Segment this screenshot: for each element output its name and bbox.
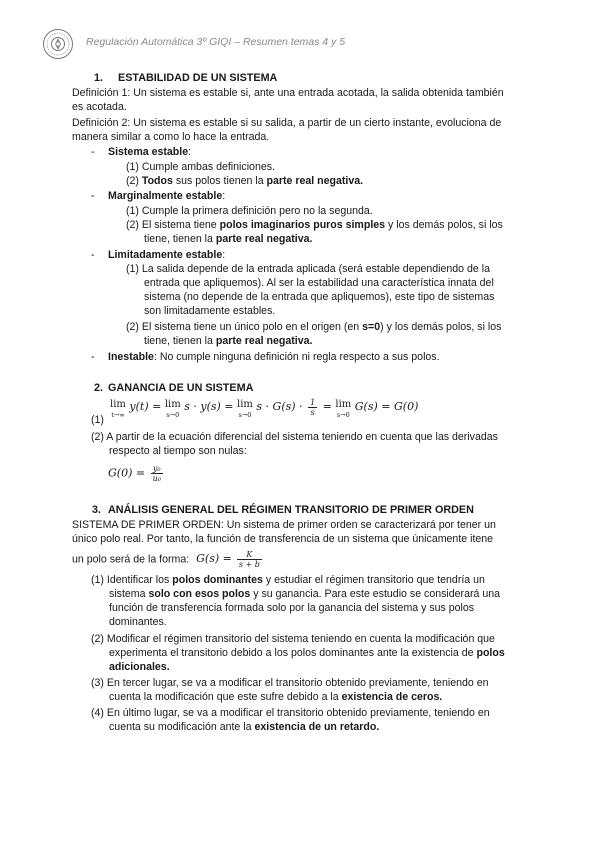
first-order-line-3: un polo será de la forma: G(s) = $\frac{K}{s + b}$ — [72, 550, 260, 569]
definition-1-line-2: es acotada. — [72, 101, 127, 113]
section-2-number: 2. — [94, 382, 104, 394]
definition-2-line-2: manera similar a como lo hace la entrada. — [72, 131, 270, 143]
limitado-item-1-cont: son limitadamente estables. — [144, 305, 276, 317]
bullet-dash: - — [91, 351, 95, 363]
section-3-title: ANÁLISIS GENERAL DEL RÉGIMEN TRANSITORIO DE PRIMER ORDEN — [108, 504, 474, 516]
analysis-step-4-cont: cuenta su modificación ante la existencia de un retardo. — [109, 721, 380, 733]
gain-g0-equation: G(0) = $\frac{\text{y₀}}{\text{u₀}}$ — [108, 464, 161, 483]
section-1-number: 1. — [94, 72, 104, 84]
bullet-dash: - — [91, 146, 95, 158]
first-order-line-2: único polo real. Por tanto, la función de transferencia de un sistema que únicamente itene — [72, 533, 494, 545]
analysis-step-3-cont: cuenta la modificación que este sufre debido a la existencia de ceros. — [109, 691, 443, 703]
marginal-heading: Marginalmente estable: — [108, 190, 226, 202]
analysis-step-1-cont: función de transferencia formada solo por la ganancia del sistema y sus polos — [109, 602, 475, 614]
marginal-item-1: (1) Cumple la primera definición pero no la segunda. — [126, 205, 373, 217]
definition-1-line-1: Definición 1: Un sistema es estable si, ante una entrada acotada, la salida obtenida también — [72, 87, 504, 99]
limitado-item-1-cont: entrada que apliquemos). Al ser la estabilidad una característica innata del — [144, 277, 494, 289]
header-title: Regulación Automática 3º GIQI – Resumen temas 4 y 5 — [86, 36, 346, 48]
limitado-item-2: (2) El sistema tiene un único polo en el origen (en s=0) y los demás polos, si los — [126, 321, 502, 333]
analysis-step-2: (2) Modificar el régimen transitorio del sistema teniendo en cuenta la modificación que — [91, 633, 495, 645]
limitado-item-2-cont: tiene, tienen la parte real negativa. — [144, 335, 313, 347]
estable-item-1: (1) Cumple ambas definiciones. — [126, 161, 275, 173]
bullet-dash: - — [91, 249, 95, 261]
first-order-line-1: SISTEMA DE PRIMER ORDEN: Un sistema de primer orden se caracterizará por tener un — [72, 519, 496, 531]
limitado-item-1-cont: sistema (no depende de la entrada que apliquemos), este tipo de sistemas — [144, 291, 495, 303]
gain-item-1-number: (1) — [91, 414, 104, 426]
gain-item-2-line-1: (2) A partir de la ecuación diferencial del sistema teniendo en cuenta que las derivadas — [91, 431, 498, 443]
limitado-heading: Limitadamente estable: — [108, 249, 226, 261]
estable-item-2: (2) Todos sus polos tienen la parte real negativa. — [126, 175, 364, 187]
university-seal-logo — [42, 28, 74, 60]
analysis-step-2-cont: experimenta el transitorio debido a los polos dominantes ante la existencia de polos — [109, 647, 505, 659]
section-2-title: GANANCIA DE UN SISTEMA — [108, 382, 254, 394]
gain-limit-equation: lim t→∞ y(t) = lim s→0 s · y(s) = lim s→0 s · G(s) · $\frac{1}{s}$ = lim s→0 G(s) = G(0) — [110, 398, 419, 419]
section-3-number: 3. — [92, 504, 102, 516]
inestable-item: Inestable: No cumple ninguna definición ni regla respecto a sus polos. — [108, 351, 440, 363]
analysis-step-1: (1) Identificar los polos dominantes y estudiar el régimen transitorio que tendría un — [91, 574, 485, 586]
section-1-title: ESTABILIDAD DE UN SISTEMA — [118, 72, 278, 84]
limitado-item-1: (1) La salida depende de la entrada aplicada (será estable dependiendo de la — [126, 263, 490, 275]
analysis-step-1-cont: dominantes. — [109, 616, 167, 628]
analysis-step-4: (4) En último lugar, se va a modificar el transitorio obtenido previamente, teniendo en — [91, 707, 490, 719]
analysis-step-3: (3) En tercer lugar, se va a modificar el transitorio obtenido previamente, teniendo en — [91, 677, 489, 689]
marginal-item-2-cont: tiene, tienen la parte real negativa. — [144, 233, 313, 245]
marginal-item-2: (2) El sistema tiene polos imaginarios puros simples y los demás polos, si los — [126, 219, 503, 231]
bullet-dash: - — [91, 190, 95, 202]
estable-heading: Sistema estable: — [108, 146, 192, 158]
definition-2-line-1: Definición 2: Un sistema es estable si su salida, a partir de un cierto instante, evoluciona de — [72, 117, 502, 129]
analysis-step-1-cont: sistema solo con esos polos y su ganancia. Para este estudio se considerará una — [109, 588, 500, 600]
gain-item-2-line-2: respecto al tiempo son nulas: — [109, 445, 247, 457]
page-header — [42, 28, 562, 60]
analysis-step-2-cont: adicionales. — [109, 661, 170, 673]
